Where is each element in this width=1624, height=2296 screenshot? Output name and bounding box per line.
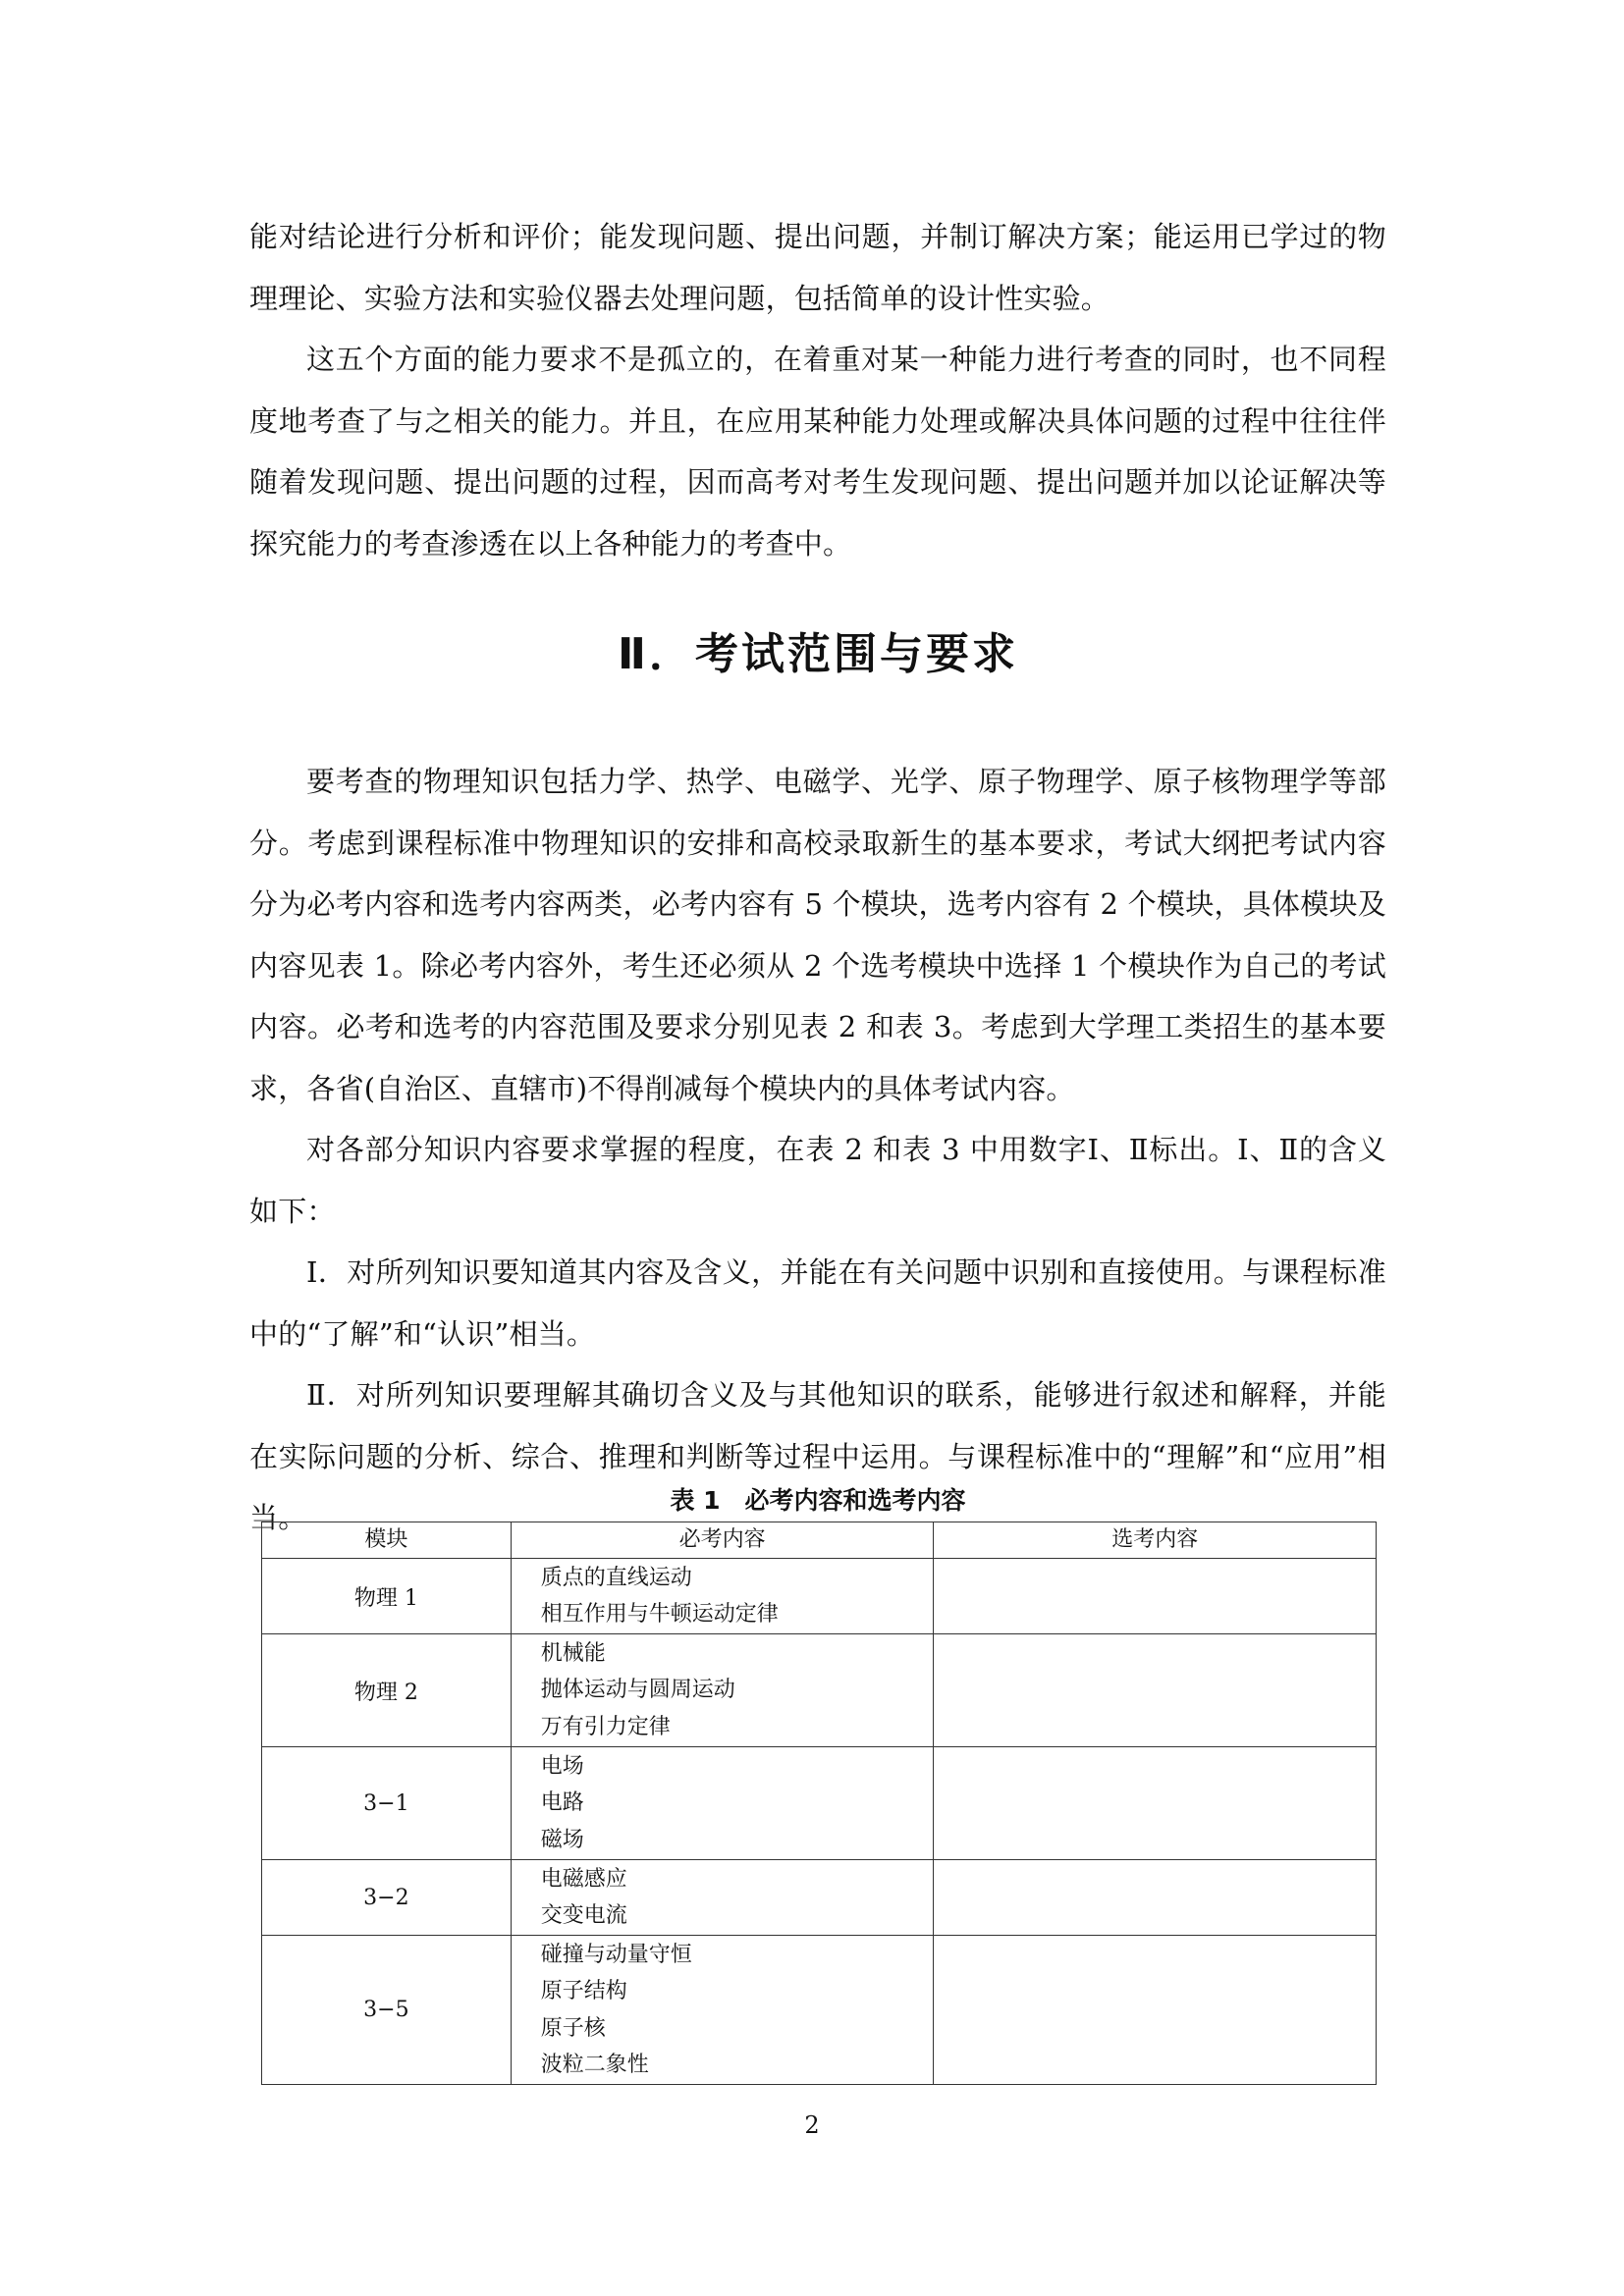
header-module: 模块 — [262, 1522, 512, 1559]
table-row — [262, 1559, 1377, 1634]
elective-content — [934, 1747, 1377, 1860]
required-content — [511, 1634, 934, 1747]
required-item: 万有引力定律 — [540, 1714, 671, 1739]
intro-paragraph-1: 能对结论进行分析和评价；能发现问题、提出问题，并制订解决方案；能运用已学过的物理理论、实验方法和实验仪器去处理问题，包括简单的设计性实验。 — [249, 220, 1386, 315]
table-row — [262, 1860, 1377, 1936]
header-elective: 选考内容 — [934, 1522, 1377, 1559]
required-item: 电磁感应 — [540, 1866, 627, 1892]
required-item: 磁场 — [540, 1827, 584, 1852]
section-paragraph-level-2: Ⅱ．对所列知识要理解其确切含义及与其他知识的联系，能够进行叙述和解释，并能在实际问题的分析、综合、推理和判断等过程中运用。与课程标准中的“理解”和“应用”相当。 — [249, 1378, 1386, 1534]
required-item: 波粒二象性 — [540, 2053, 649, 2077]
required-item: 相互作用与牛顿运动定律 — [540, 1602, 779, 1627]
required-item: 电场 — [540, 1753, 584, 1779]
elective-content — [934, 1860, 1377, 1936]
table-caption: 表 1 必考内容和选考内容 — [670, 1486, 966, 1515]
table-row — [262, 1634, 1377, 1747]
required-content — [511, 1936, 934, 2085]
module-name: 3−2 — [262, 1860, 512, 1936]
elective-content — [934, 1634, 1377, 1747]
required-item: 质点的直线运动 — [540, 1565, 692, 1590]
intro-text — [249, 206, 1386, 574]
module-name: 3−1 — [262, 1747, 512, 1860]
module-name: 物理 1 — [262, 1559, 512, 1634]
section-paragraph-2: 对各部分知识内容要求掌握的程度，在表 2 和表 3 中用数字Ⅰ、Ⅱ标出。Ⅰ、Ⅱ的含义如下： — [249, 1133, 1386, 1228]
intro-paragraph-2: 这五个方面的能力要求不是孤立的，在着重对某一种能力进行考查的同时，也不同程度地考查了与之相关的能力。并且，在应用某种能力处理或解决具体问题的过程中往往伴随着发现问题、提出问题的过程，因而高考对考生发现问题、提出问题并加以论证解决等探究能力的考查渗透在以上各种能力的考查中。 — [249, 343, 1386, 561]
required-item: 机械能 — [540, 1640, 606, 1666]
modules-table — [261, 1522, 1377, 2085]
table-row — [262, 1936, 1377, 2085]
elective-content — [934, 1936, 1377, 2085]
required-content — [511, 1747, 934, 1860]
required-item: 原子核 — [540, 2015, 606, 2041]
section-text — [249, 751, 1386, 1549]
header-required: 必考内容 — [511, 1522, 934, 1559]
table-header-row — [262, 1522, 1377, 1559]
section-title: Ⅱ．考试范围与要求 — [618, 629, 1018, 679]
required-item: 碰撞与动量守恒 — [540, 1942, 692, 1967]
table-row — [262, 1747, 1377, 1860]
page-number: 2 — [804, 2111, 820, 2139]
required-item: 抛体运动与圆周运动 — [540, 1678, 735, 1703]
required-item: 原子结构 — [540, 1979, 627, 2003]
module-name: 3−5 — [262, 1936, 512, 2085]
required-item: 电路 — [540, 1790, 584, 1816]
module-name: 物理 2 — [262, 1634, 512, 1747]
section-paragraph-1: 要考查的物理知识包括力学、热学、电磁学、光学、原子物理学、原子核物理学等部分。考虑到课程标准中物理知识的安排和高校录取新生的基本要求，考试大纲把考试内容分为必考内容和选考内容两类，必考内容有 5 个模块，选考内容有 2 个模块，具体模块及内容见表 1。除必考内容外，考生还必须从 2 个选考模块中选择 1 个模块作为自己的考试内容。必考和选考的内容范围及要求分别见表 2 和表 3。考虑到大学理工类招生的基本要求，各省(自治区、直辖市)不得削减每个模块内的具体考试内容。 — [249, 765, 1386, 1105]
elective-content — [934, 1559, 1377, 1634]
section-paragraph-level-1: Ⅰ．对所列知识要知道其内容及含义，并能在有关问题中识别和直接使用。与课程标准中的“了解”和“认识”相当。 — [249, 1255, 1386, 1351]
required-content — [511, 1559, 934, 1634]
required-content — [511, 1860, 934, 1936]
required-item: 交变电流 — [540, 1903, 627, 1928]
